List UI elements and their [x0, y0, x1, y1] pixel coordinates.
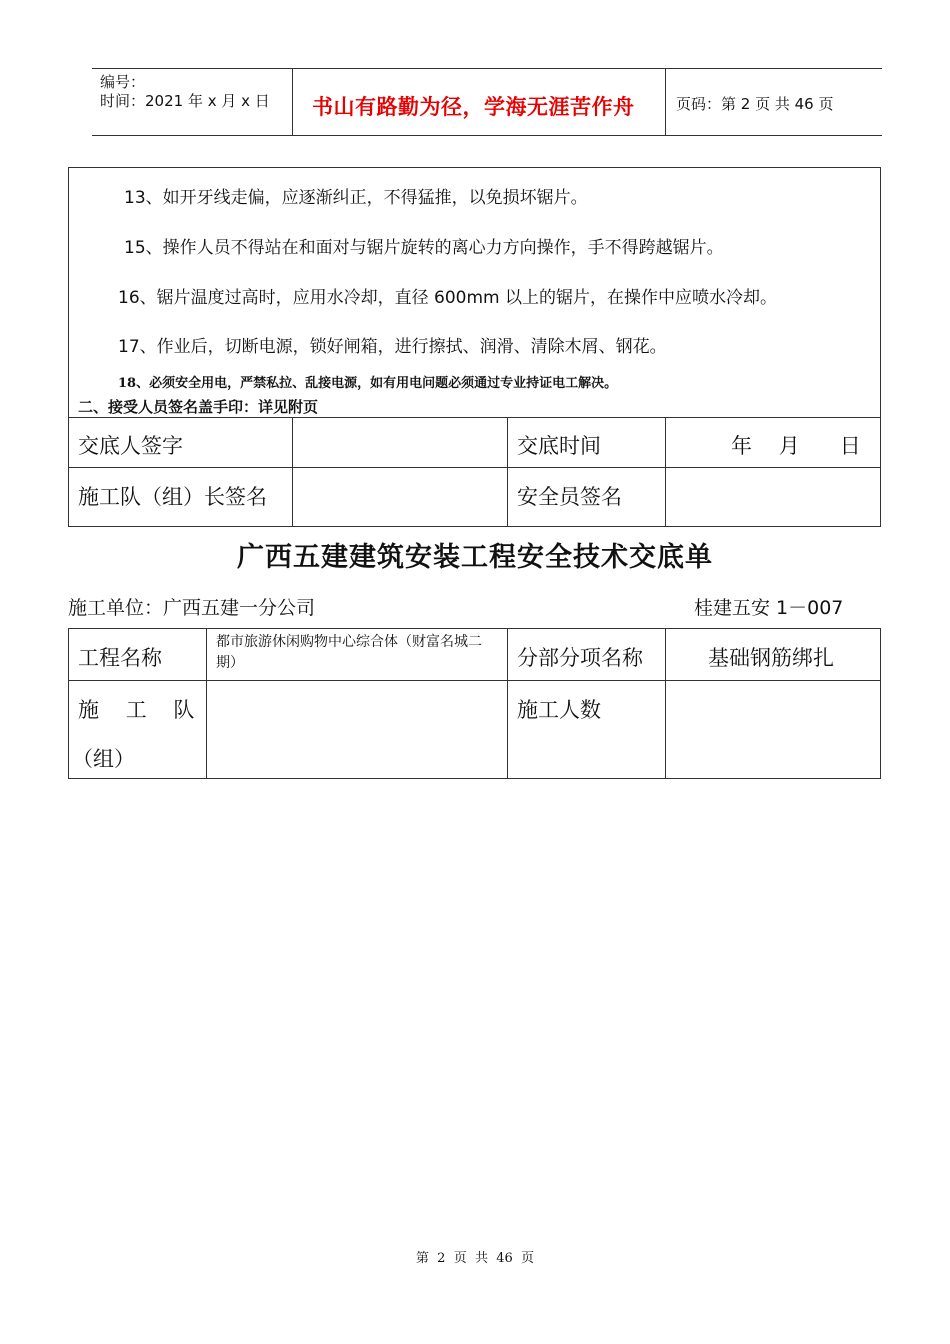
subitem-name-value: 基础钢筋绑扎: [708, 646, 834, 670]
header-page-label: 页码：第 2 页 共 46 页: [676, 95, 834, 113]
table-divider: [292, 417, 293, 527]
rule-item-18: 18、必须安全用电，严禁私拉、乱接电源，如有用电问题必须通过专业持证电工解决。: [118, 376, 618, 391]
team-leader-signature-label: 施工队（组）长签名: [78, 485, 267, 509]
section-2-heading: 二、接受人员签名盖手印：详见附页: [78, 398, 319, 416]
rule-item-15: 15、操作人员不得站在和面对与锯片旋转的离心力方向操作，手不得跨越锯片。: [124, 238, 724, 258]
discloser-signature-label: 交底人签字: [78, 434, 183, 458]
construction-team-label-suffix: （组）: [72, 747, 135, 771]
project-name-value: 都市旅游休闲购物中心综合体（财富名城二期）: [216, 634, 482, 671]
header-motto: 书山有路勤为径，学海无涯苦作舟: [312, 95, 635, 119]
disclosure-date-value: 年 月 日: [731, 434, 861, 458]
header-divider: [665, 69, 666, 135]
table-divider: [206, 628, 207, 779]
subitem-name-label: 分部分项名称: [517, 646, 643, 670]
document-number-label: 编号：: [100, 73, 146, 91]
table-divider: [665, 628, 666, 779]
table-divider: [507, 417, 508, 527]
header-divider: [292, 69, 293, 135]
worker-count-label: 施工人数: [517, 698, 601, 722]
safety-officer-signature-label: 安全员签名: [517, 485, 622, 509]
document-time-label: 时间：2021 年 x 月 x 日: [100, 92, 270, 110]
rule-item-17: 17、作业后，切断电源，锁好闸箱，进行擦拭、润滑、清除木屑、钢花。: [118, 337, 667, 357]
table-rule: [68, 417, 881, 418]
construction-team-label: 施 工 队: [78, 698, 195, 722]
table-rule: [68, 680, 881, 681]
disclosure-time-label: 交底时间: [517, 434, 601, 458]
rule-item-16: 16、锯片温度过高时，应用水冷却，直径 600mm 以上的锯片，在操作中应喷水冷却。: [118, 288, 778, 308]
table-divider: [507, 628, 508, 779]
construction-unit: 施工单位：广西五建一分公司: [68, 597, 316, 619]
project-name-label: 工程名称: [78, 646, 162, 670]
table-divider: [665, 417, 666, 527]
form-code: 桂建五安 1－007: [694, 597, 844, 619]
header-bottom-rule: [92, 135, 882, 136]
table-rule: [68, 467, 881, 468]
rule-item-13: 13、如开牙线走偏，应逐渐纠正，不得猛推，以免损坏锯片。: [124, 188, 588, 208]
page-footer: 第 2 页 共 46 页: [415, 1251, 535, 1266]
header-top-rule: [92, 68, 882, 69]
form-title: 广西五建建筑安装工程安全技术交底单: [237, 542, 713, 573]
